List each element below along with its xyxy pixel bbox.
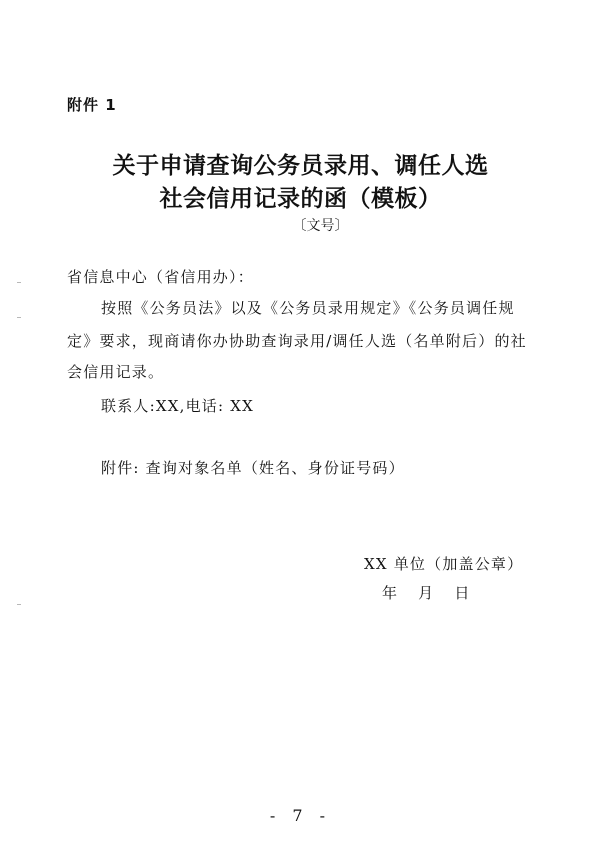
body-text-line-2: 定》要求，现商请你办协助查询录用/调任人选（名单附后）的社: [67, 332, 527, 350]
document-title-line-1: 关于申请查询公务员录用、调任人选: [112, 152, 489, 179]
body-text-line-1: 按照《公务员法》以及《公务员录用规定》《公务员调任规: [101, 299, 515, 317]
signature-date: 年 月 日: [382, 584, 471, 602]
body-text-line-3: 会信用记录。: [67, 363, 165, 381]
scan-edge-mark: [17, 282, 21, 283]
attachment-label: 附件 1: [67, 96, 117, 114]
page-number: - 7 -: [269, 806, 332, 825]
attachment-list: 附件: 查询对象名单（姓名、身份证号码）: [101, 459, 405, 477]
salutation: 省信息中心（省信用办）：: [67, 268, 254, 286]
signature-unit: XX 单位（加盖公章）: [364, 555, 524, 573]
scan-edge-mark: [17, 317, 21, 318]
contact-info: 联系人:XX,电话: XX: [101, 397, 254, 415]
document-title-line-2: 社会信用记录的函（模板）: [159, 185, 442, 212]
document-number: 〔文号〕: [292, 218, 349, 234]
scan-edge-mark: [17, 604, 21, 605]
